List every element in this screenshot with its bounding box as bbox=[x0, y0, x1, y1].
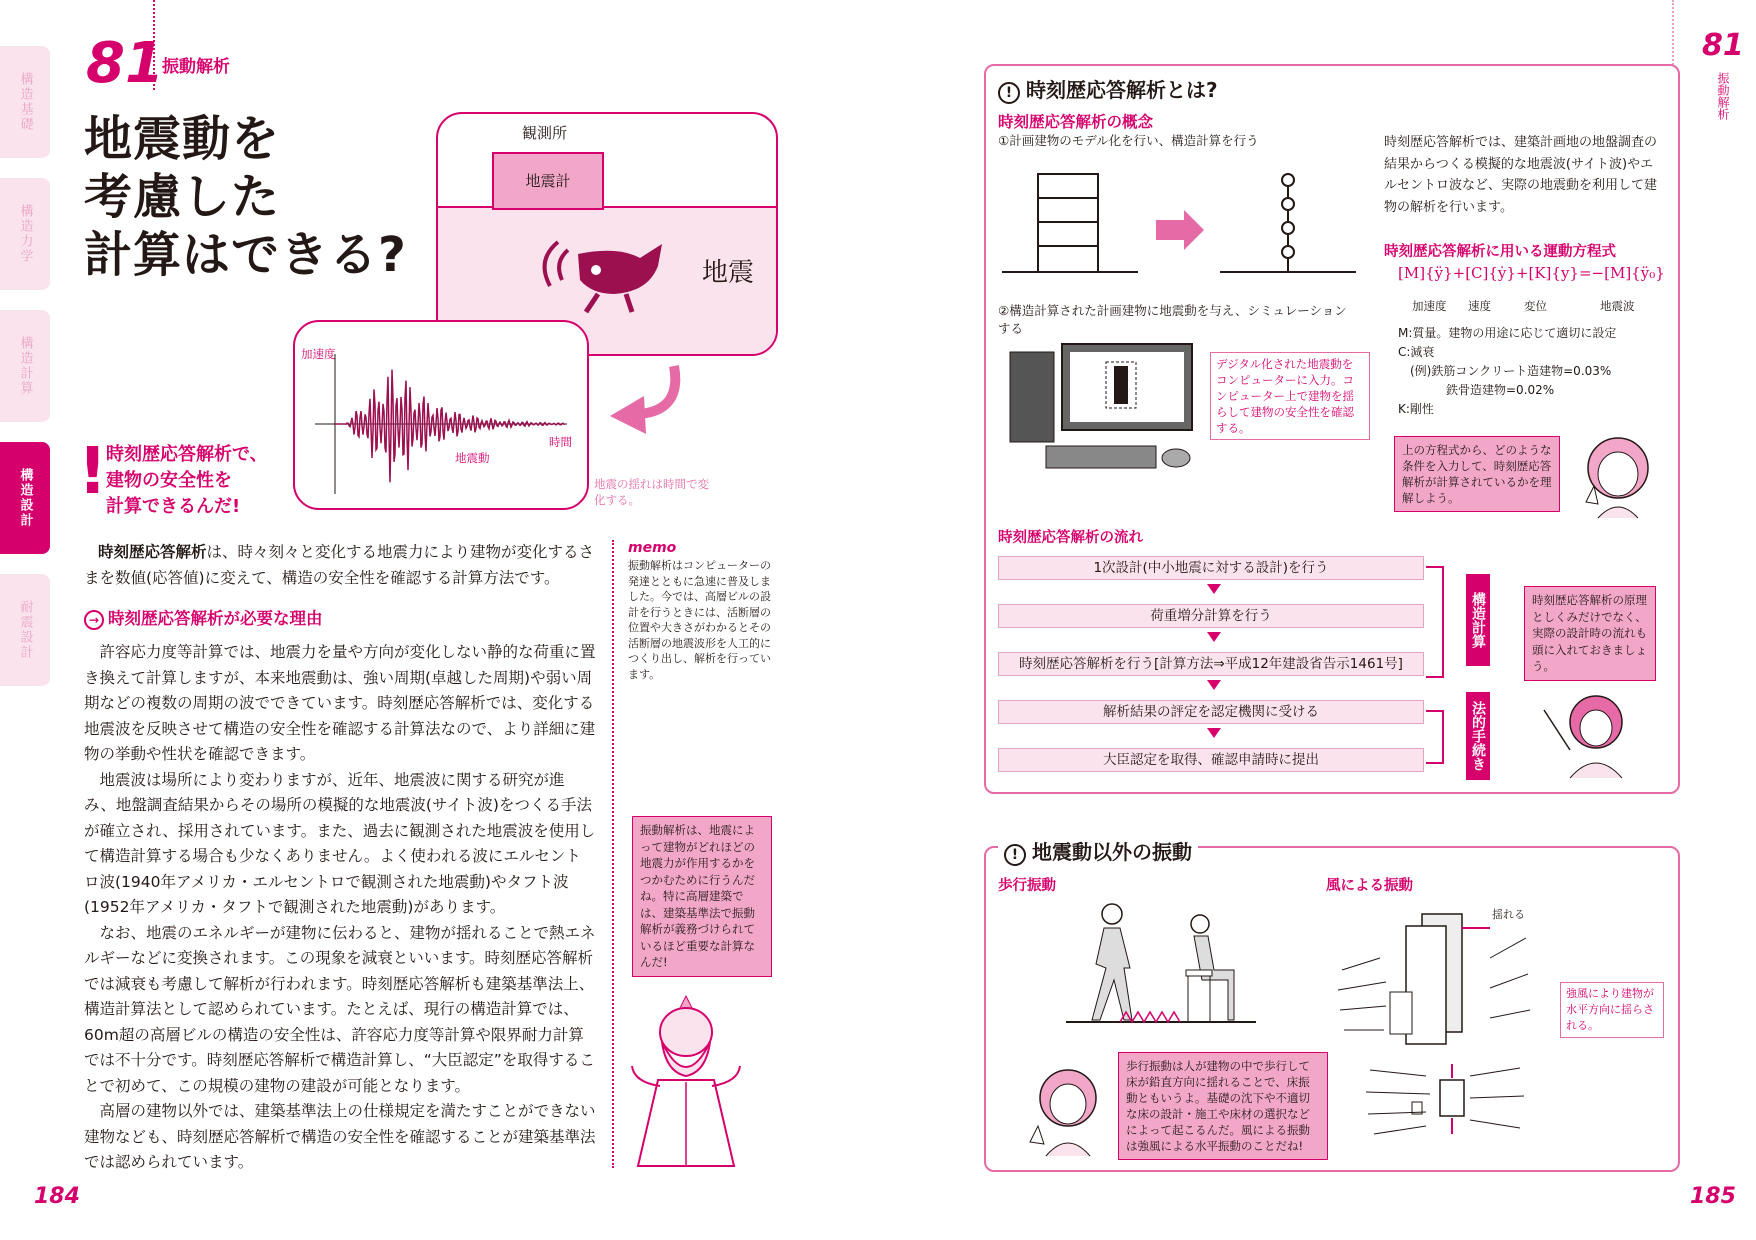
box1-title: ! 時刻歴応答解析とは? bbox=[998, 74, 1218, 104]
def-stiffness: K:剛性 bbox=[1398, 402, 1434, 416]
time-label: 時間 bbox=[549, 435, 572, 449]
def-damping: C:減衰 bbox=[1398, 345, 1435, 359]
callout bbox=[106, 442, 268, 520]
paragraph-3: なお、地震のエネルギーが建物に伝わると、建物が揺れることで熱エネルギーなどに変換されます。この現象を減衰といいます。時刻歴応答解析では減衰も考慮して解析が行われます。時刻歴応答解析も建築基準法上、構造計算法として認められています。たとえば、現行の構造計算では、60m超の高層ビルの構造の安全性は、許容応力度等計算や限界耐力計算では不十分です。時刻歴応答解析で構造計算し、“大臣認定”を取得することで初めて、この規模の建物の建設が可能となります。 bbox=[84, 923, 596, 1095]
title-line-3: 計算はできる? bbox=[84, 227, 407, 283]
definitions bbox=[1398, 324, 1668, 419]
section-heading: → 時刻歴応答解析が必要な理由 bbox=[84, 605, 323, 630]
wave-graph bbox=[293, 320, 589, 510]
building-model-diagram bbox=[998, 160, 1358, 280]
intro-rest: は、時々刻々と変化する地震力により建物が変化するさまを数値(応答値)に変えて、構造の安全性を確認する計算方法です。 bbox=[84, 543, 595, 587]
exclamation-circle-icon-2: ! bbox=[1004, 844, 1026, 866]
body-text bbox=[84, 640, 596, 1176]
seismometer-box: 地震計 bbox=[492, 152, 604, 210]
wave-caption: 地震の揺れは時間で変化する。 bbox=[594, 477, 709, 507]
eq-label-acceleration: 加速度 bbox=[1412, 299, 1447, 313]
walking-note: 歩行振動は人が建物の中で歩行して床が鉛直方向に揺れることで、床振動ともいうよ。基礎の沈下や不適切な床の設計・施工や床材の選択などによって起こるんだ。風による振動は強風による水平振動のことだね! bbox=[1118, 1052, 1328, 1160]
eq-label-displacement: 変位 bbox=[1524, 299, 1547, 313]
curved-arrow-icon bbox=[604, 360, 694, 440]
box2-title: ! 地震動以外の振動 bbox=[998, 836, 1198, 866]
chapter-label-right: 振動解析 bbox=[1716, 72, 1730, 120]
eq-label-seismic-wave: 地震波 bbox=[1600, 299, 1635, 313]
flow-arrow-2 bbox=[1207, 632, 1221, 642]
callout-line-1: 時刻歴応答解析で、 bbox=[106, 444, 268, 465]
accel-label: 加速度 bbox=[301, 347, 336, 361]
walking-vibration-diagram bbox=[1060, 900, 1260, 1036]
box1-description: 時刻歴応答解析では、建築計画地の地盤調査の結果からつくる模擬的な地震波(サイト波)やエルセントロ波など、実際の地震動を利用して建物の解析を行います。 bbox=[1384, 135, 1658, 215]
callout-mark: ! bbox=[78, 435, 108, 509]
step-2: ②構造計算された計画建物に地震動を与え、シミュレーションする bbox=[998, 303, 1347, 336]
chapter-label: 振動解析 bbox=[162, 57, 230, 77]
computer-note: デジタル化された地震動をコンピューターに入力。コンピューター上で建物を揺らして建物の安全性を確認する。 bbox=[1210, 352, 1370, 440]
step-1: ①計画建物のモデル化を行い、構造計算を行う bbox=[998, 133, 1259, 148]
side-tab-structural-design[interactable]: 構造設計 bbox=[0, 442, 50, 554]
equation-heading: 時刻歴応答解析に用いる運動方程式 bbox=[1384, 244, 1616, 260]
equation: [M]{ÿ}+[C]{ẏ}+[K]{y}=−[M]{ÿ₀} bbox=[1398, 264, 1665, 282]
side-tab-seismic-design[interactable]: 耐震設計 bbox=[0, 574, 50, 686]
memo-text: 振動解析はコンピューターの発達とともに急速に普及しました。今では、高層ビルの設計を行うときには、活断層の位置や大きさがわかるとその活断層の地震波形を人工的につくり出し、解析を行っています。 bbox=[628, 559, 771, 681]
flow-step-2: 荷重増分計算を行う bbox=[998, 604, 1424, 628]
chapter-number-right: 81 bbox=[1702, 28, 1744, 63]
flow-arrow-4 bbox=[1207, 728, 1221, 738]
flow-heading: 時刻歴応答解析の流れ bbox=[998, 530, 1143, 546]
equation-labels bbox=[1408, 288, 1658, 318]
side-tab-structural-mechanics[interactable]: 構造力学 bbox=[0, 178, 50, 290]
instructor-character-icon bbox=[1022, 1062, 1112, 1158]
flow-arrow-1 bbox=[1207, 584, 1221, 594]
earthquake-label: 地震 bbox=[702, 258, 755, 288]
side-tab-structural-calculation[interactable]: 構造計算 bbox=[0, 310, 50, 422]
wind-vibration-diagram bbox=[1330, 898, 1540, 1148]
bracket-legal-procedure: 法的手続き bbox=[1466, 692, 1490, 780]
flow-note: 時刻歴応答解析の原理としくみだけでなく、実際の設計時の流れも頭に入れておきましょう。 bbox=[1524, 586, 1656, 681]
seismic-waveform bbox=[305, 344, 577, 504]
flow-arrow-3 bbox=[1207, 680, 1221, 690]
title-line-2: 考慮した bbox=[84, 169, 281, 225]
exclamation-circle-icon: ! bbox=[998, 82, 1020, 104]
flow-step-4: 解析結果の評定を認定機関に受ける bbox=[998, 700, 1424, 724]
paragraph-4: 高層の建物以外では、建築基準法上の仕様規定を満たすことができない建物なども、時刻歴応答解析で構造の安全性を確認することが建築基準法では認められています。 bbox=[84, 1102, 596, 1171]
sway-label: 揺れる bbox=[1492, 908, 1525, 921]
page-title bbox=[84, 110, 407, 284]
teacher-character-icon bbox=[1572, 428, 1664, 528]
memo-label: memo bbox=[628, 540, 677, 556]
equation-note: 上の方程式から、どのような条件を入力して、時刻歴応答解析が計算されているかを理解しよう。 bbox=[1394, 436, 1560, 512]
flow-step-1: 1次設計(中小地震に対する設計)を行う bbox=[998, 556, 1424, 580]
callout-line-3: 計算できるんだ! bbox=[106, 496, 241, 517]
side-tab-structural-foundation[interactable]: 構造基礎 bbox=[0, 46, 50, 158]
page-number-right: 185 bbox=[1690, 1184, 1736, 1209]
chapter-number: 81 bbox=[86, 31, 164, 96]
def-mass: M:質量。建物の用途に応じて適切に設定 bbox=[1398, 326, 1617, 340]
bracket-line-1 bbox=[1426, 566, 1444, 678]
wind-heading: 風による振動 bbox=[1326, 878, 1413, 894]
bracket-structural-calc: 構造計算 bbox=[1466, 574, 1490, 666]
page-number-left: 184 bbox=[34, 1184, 80, 1209]
motion-label: 地震動 bbox=[455, 451, 490, 465]
observatory-label: 観測所 bbox=[522, 124, 568, 142]
flow-step-3: 時刻歴応答解析を行う[計算方法⇒平成12年建設省告示1461号] bbox=[998, 652, 1424, 676]
bracket-line-2 bbox=[1426, 710, 1444, 764]
column-divider bbox=[612, 540, 614, 1168]
character-note: 振動解析は、地震によって建物がどれほどの地震力が作用するかをつかむために行うんだね。特に高層建築では、建築基準法で振動解析が義務づけられているほど重要な計算なんだ! bbox=[632, 816, 772, 977]
intro-bold: 時刻歴応答解析 bbox=[98, 543, 207, 561]
earthquake-creature-icon bbox=[538, 214, 678, 314]
woman-character-icon bbox=[1540, 690, 1640, 780]
def-example-steel: 鉄骨造建物=0.02% bbox=[1446, 383, 1555, 397]
computer-icon bbox=[1006, 340, 1206, 480]
callout-line-2: 建物の安全性を bbox=[106, 470, 232, 491]
paragraph-1: 許容応力度等計算では、地震力を量や方向が変化しない静的な荷重に置き換えて計算しますが、本来地震動は、強い周期(卓越した周期)や弱い周期などの複数の周期の波でできています。時刻歴応答解析では、変化する地震波を反映させて構造の安全性を確認する計算法なので、より詳細に建物の挙動や性状を確認できます。 bbox=[84, 643, 596, 763]
sage-character-icon bbox=[624, 990, 748, 1170]
title-line-1: 地震動を bbox=[84, 111, 281, 167]
flow-step-5: 大臣認定を取得、確認申請時に提出 bbox=[998, 748, 1424, 772]
intro-paragraph bbox=[84, 540, 596, 591]
arrow-circle-icon: → bbox=[84, 610, 104, 630]
paragraph-2: 地震波は場所により変わりますが、近年、地震波に関する研究が進み、地盤調査結果からその場所の模擬的な地震波(サイト波)をつくる手法が確立され、採用されています。また、過去に観測された地震波を使用して構造計算する場合も少なくありません。よく使われる波にエルセントロ波(1940年アメリカ・エルセントロで観測された地震動)やタフト波(1952年アメリカ・タフトで観測された地震動)があります。 bbox=[84, 770, 596, 916]
wind-note: 強風により建物が水平方向に揺らされる。 bbox=[1560, 982, 1664, 1038]
walking-heading: 歩行振動 bbox=[998, 878, 1056, 894]
def-example-rc: (例)鉄筋コンクリート造建物=0.03% bbox=[1410, 364, 1612, 378]
concept-heading: 時刻歴応答解析の概念 bbox=[998, 113, 1154, 131]
eq-label-velocity: 速度 bbox=[1468, 299, 1491, 313]
